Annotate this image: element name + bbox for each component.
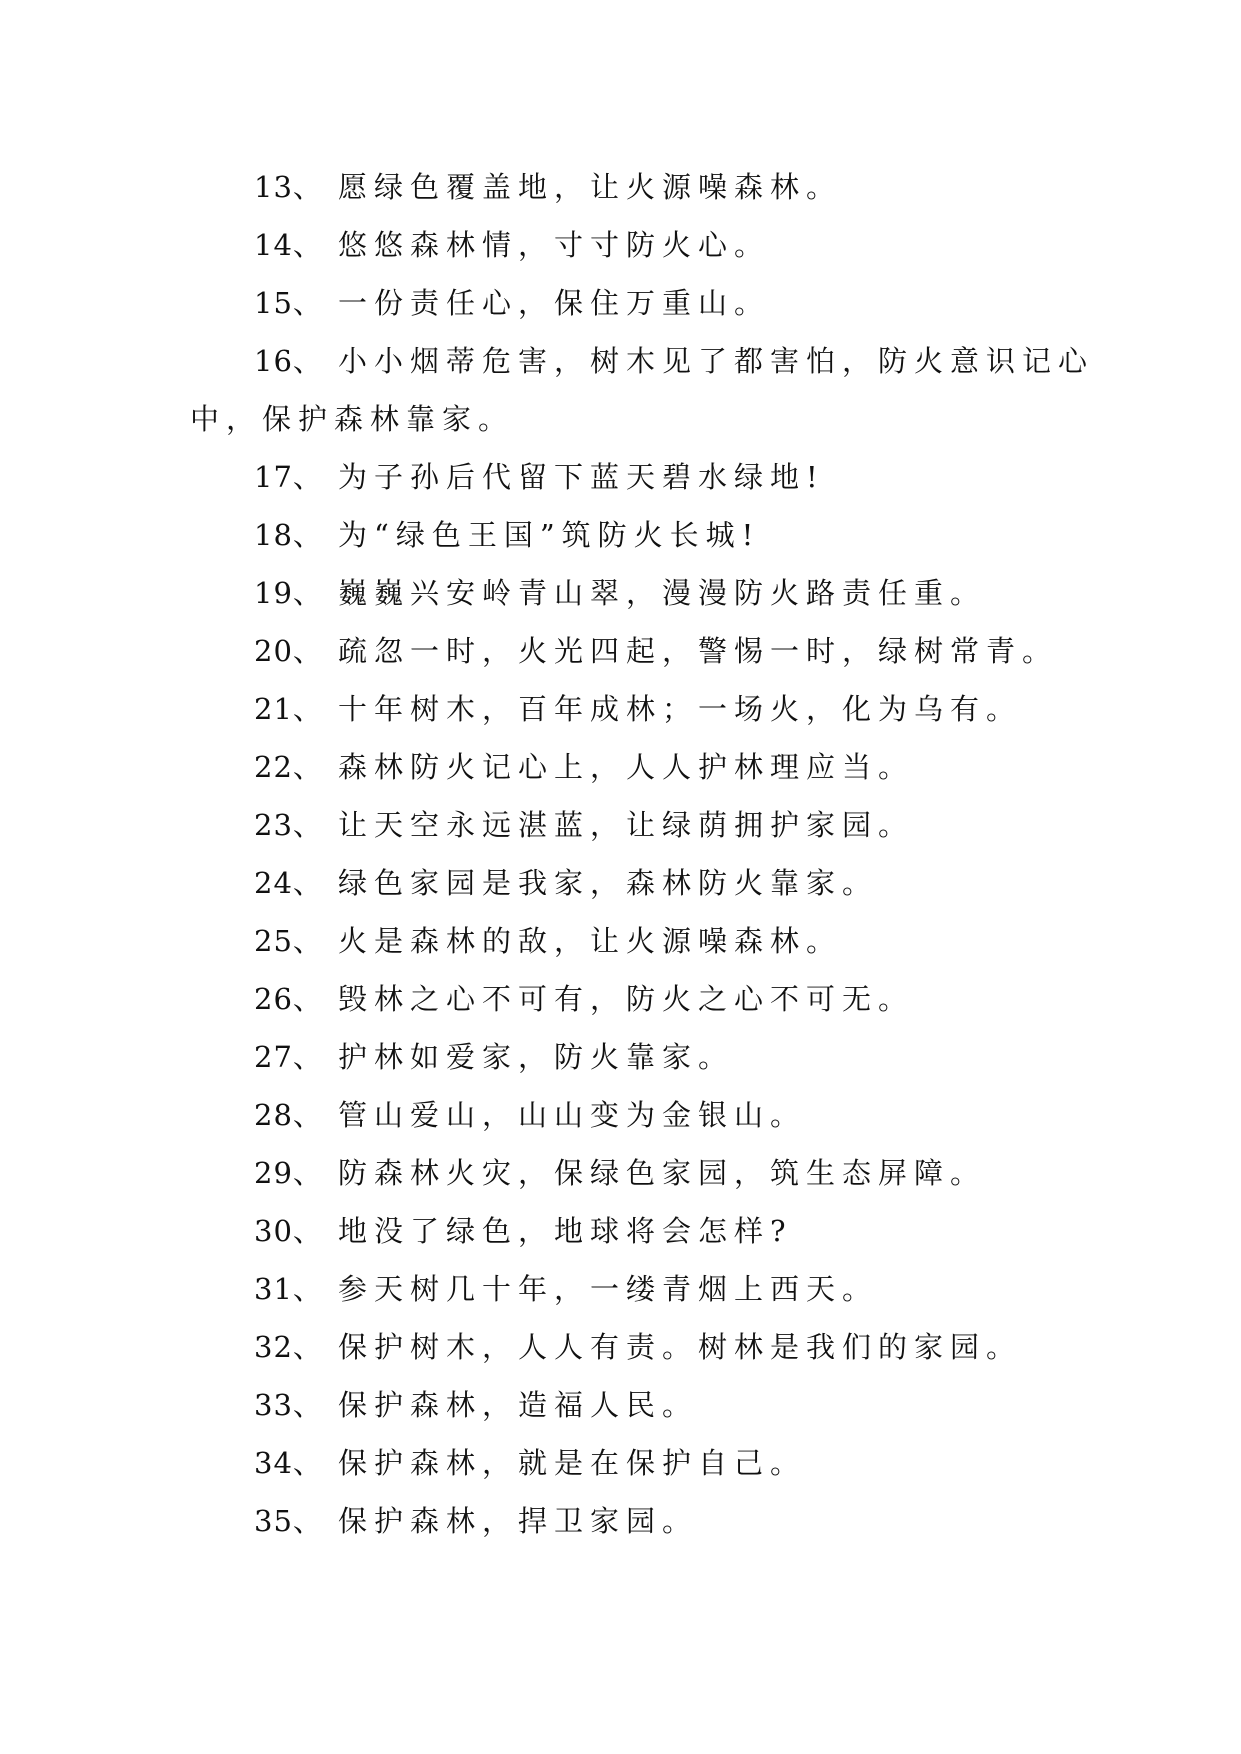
list-item: [0, 1260, 1241, 1318]
list-item: [0, 1086, 1241, 1144]
list-item: [0, 1318, 1241, 1376]
item-text: 十年树木，百年成林；一场火，化为乌有。: [338, 692, 1023, 726]
list-item: [0, 216, 1241, 274]
item-text: 巍巍兴安岭青山翠，漫漫防火路责任重。: [338, 576, 987, 610]
item-number: 31、: [254, 1272, 323, 1306]
list-item: [0, 448, 1241, 506]
item-number: 32、: [254, 1330, 323, 1364]
list-item: [0, 1028, 1241, 1086]
item-number: 21、: [254, 692, 323, 726]
list-item: [0, 564, 1241, 622]
list-item: [0, 1492, 1241, 1550]
item-number: 26、: [254, 982, 323, 1016]
item-number: 13、: [254, 170, 323, 204]
item-text: 保护森林，捍卫家园。: [338, 1504, 699, 1538]
list-item: [0, 796, 1241, 854]
list-item: [0, 622, 1241, 680]
list-item: [0, 332, 1241, 390]
list-item: [0, 1376, 1241, 1434]
item-number: 23、: [254, 808, 323, 842]
list-item: [0, 680, 1241, 738]
item-text: 保护森林，造福人民。: [338, 1388, 699, 1422]
item-number: 30、: [254, 1214, 323, 1248]
item-text: 让天空永远湛蓝，让绿荫拥护家园。: [338, 808, 915, 842]
item-text: 护林如爱家，防火靠家。: [338, 1040, 735, 1074]
list-item: [0, 274, 1241, 332]
item-text: 森林防火记心上，人人护林理应当。: [338, 750, 915, 784]
item-number: 29、: [254, 1156, 323, 1190]
item-number: 16、: [254, 344, 323, 378]
list-item-continuation: [0, 390, 1241, 448]
list-item: [0, 1202, 1241, 1260]
item-number: 17、: [254, 460, 323, 494]
item-text: 毁林之心不可有，防火之心不可无。: [338, 982, 915, 1016]
item-text-continuation: 中，保护森林靠家。: [190, 402, 515, 436]
item-text: 一份责任心，保住万重山。: [338, 286, 771, 320]
item-number: 34、: [254, 1446, 323, 1480]
item-number: 20、: [254, 634, 323, 668]
item-text: 保护森林，就是在保护自己。: [338, 1446, 807, 1480]
item-text: 愿绿色覆盖地，让火源噪森林。: [338, 170, 843, 204]
item-number: 19、: [254, 576, 323, 610]
item-text: 火是森林的敌，让火源噪森林。: [338, 924, 843, 958]
item-text: 为“绿色王国”筑防火长城!: [338, 518, 761, 552]
list-item: [0, 506, 1241, 564]
list-item: [0, 158, 1241, 216]
item-text: 参天树几十年，一缕青烟上西天。: [338, 1272, 879, 1306]
item-text: 绿色家园是我家，森林防火靠家。: [338, 866, 879, 900]
item-number: 24、: [254, 866, 323, 900]
list-item: [0, 738, 1241, 796]
item-number: 15、: [254, 286, 323, 320]
item-text: 保护树木，人人有责。树林是我们的家园。: [338, 1330, 1023, 1364]
list-item: [0, 854, 1241, 912]
item-number: 22、: [254, 750, 323, 784]
item-number: 14、: [254, 228, 323, 262]
item-text: 地没了绿色，地球将会怎样?: [338, 1214, 793, 1248]
item-text: 防森林火灾，保绿色家园，筑生态屏障。: [338, 1156, 987, 1190]
item-number: 25、: [254, 924, 323, 958]
list-item: [0, 912, 1241, 970]
item-text: 悠悠森林情，寸寸防火心。: [338, 228, 771, 262]
item-number: 28、: [254, 1098, 323, 1132]
item-text: 管山爱山，山山变为金银山。: [338, 1098, 807, 1132]
item-number: 35、: [254, 1504, 323, 1538]
item-text: 疏忽一时，火光四起，警惕一时，绿树常青。: [338, 634, 1059, 668]
item-number: 18、: [254, 518, 323, 552]
list-item: [0, 1144, 1241, 1202]
item-number: 33、: [254, 1388, 323, 1422]
list-item: [0, 970, 1241, 1028]
list-item: [0, 1434, 1241, 1492]
item-text: 小小烟蒂危害，树木见了都害怕，防火意识记心: [338, 344, 1095, 378]
item-number: 27、: [254, 1040, 323, 1074]
item-text: 为子孙后代留下蓝天碧水绿地!: [338, 460, 825, 494]
